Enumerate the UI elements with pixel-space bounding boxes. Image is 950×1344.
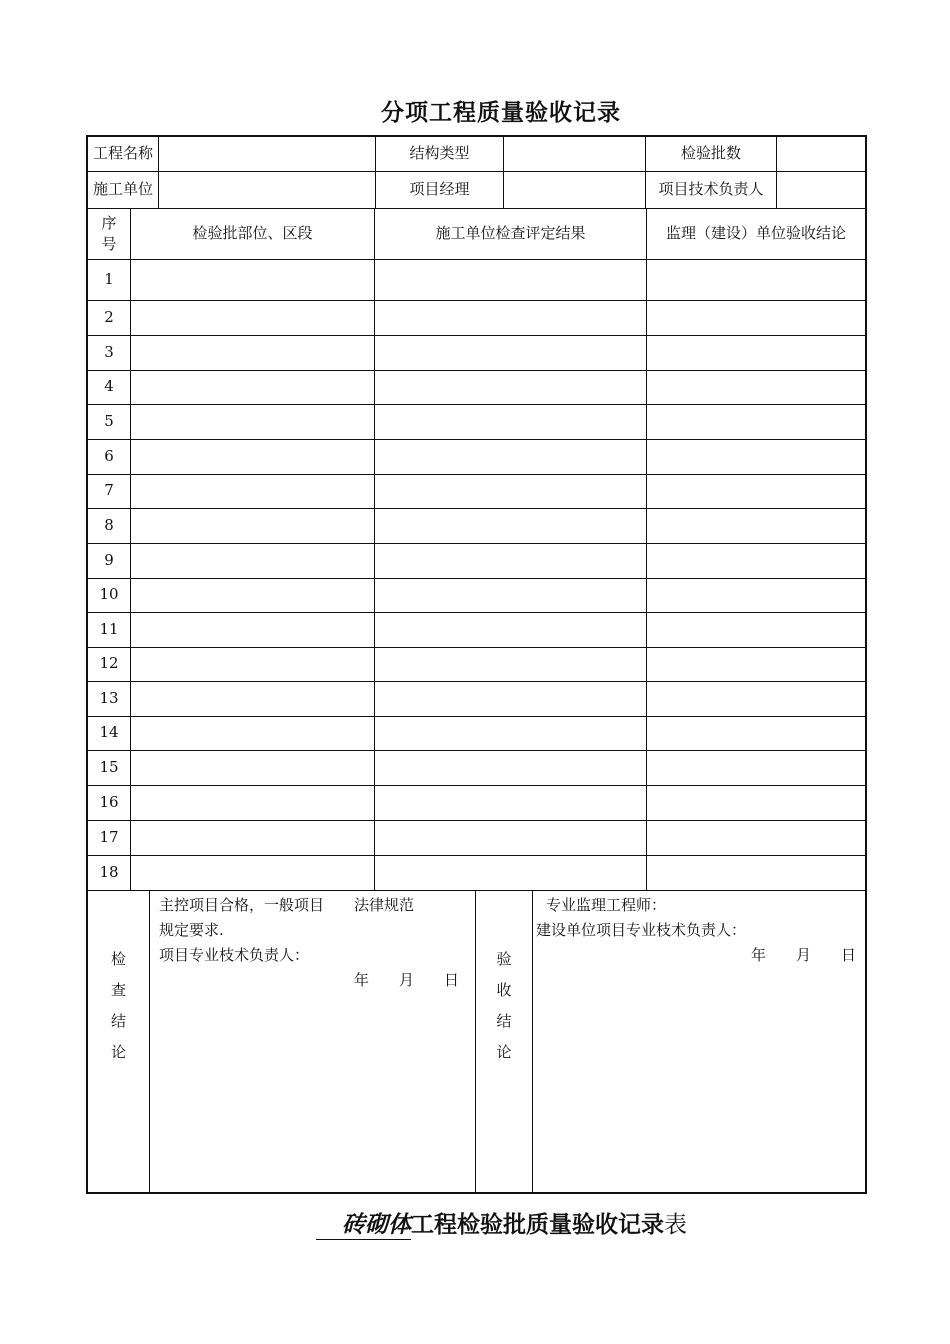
row-number: 11 [99,619,119,638]
supervisor-conclusion-field[interactable] [647,820,865,855]
info-label: 项目经理 [409,179,470,198]
seq-header-char: 序 [101,213,117,232]
row-number: 16 [99,792,119,811]
supervisor-conclusion-field[interactable] [647,785,865,820]
label-char: 验 [496,950,512,968]
supervisor-conclusion-field[interactable] [647,404,865,439]
contractor-result-field[interactable] [375,578,646,612]
supervisor-conclusion-field[interactable] [647,647,865,681]
acceptance-form [86,135,867,1194]
supervisor-conclusion-field[interactable] [647,474,865,508]
location-field[interactable] [131,439,374,474]
contractor-result-field[interactable] [375,820,646,855]
check-conclusion-text[interactable] [159,893,459,993]
info-value-field[interactable] [159,137,375,171]
acceptance-conclusion-text[interactable] [536,893,856,968]
row-number: 5 [104,411,114,430]
supervisor-signature: 专业监理工程师： [546,896,667,914]
row-number: 12 [99,654,119,673]
contractor-result-field[interactable] [375,259,646,300]
contractor-result-field[interactable] [375,855,646,890]
acceptance-date: 年 月 日 [750,946,856,964]
contractor-result-field[interactable] [375,543,646,578]
supervisor-conclusion-field[interactable] [647,439,865,474]
contractor-result-field[interactable] [375,404,646,439]
bottom-title [316,1206,687,1240]
row-number: 1 [104,269,114,288]
supervisor-conclusion-field[interactable] [647,508,865,543]
info-value-field[interactable] [777,171,865,208]
row-number: 2 [104,307,114,326]
contractor-result-field[interactable] [375,439,646,474]
contractor-result-field[interactable] [375,370,646,404]
location-field[interactable] [131,543,374,578]
row-number: 10 [99,585,119,604]
location-field[interactable] [131,259,374,300]
column-header-seq [88,208,130,259]
info-label: 工程名称 [92,144,153,163]
location-field[interactable] [131,681,374,716]
location-field[interactable] [131,750,374,785]
info-value-field[interactable] [777,137,865,171]
info-label: 施工单位 [92,179,153,198]
contractor-result-field[interactable] [375,647,646,681]
column-header-contractor-result: 施工单位检查评定结果 [435,223,586,242]
label-char: 论 [496,1043,512,1061]
supervisor-conclusion-field[interactable] [647,681,865,716]
contractor-result-field[interactable] [375,785,646,820]
location-field[interactable] [131,785,374,820]
row-number: 18 [99,862,119,881]
page-title: 分项工程质量验收记录 [381,99,621,126]
owner-tech-lead-signature: 建设单位项目专业枝术负责人： [536,921,747,939]
label-char: 查 [110,981,126,999]
row-number: 8 [104,515,114,534]
row-number: 4 [104,377,114,396]
location-field[interactable] [131,647,374,681]
contractor-result-field[interactable] [375,300,646,335]
location-field[interactable] [131,508,374,543]
label-char: 结 [496,1012,512,1030]
label-char: 结 [110,1012,126,1030]
location-field[interactable] [131,474,374,508]
contractor-result-field[interactable] [375,681,646,716]
contractor-result-field[interactable] [375,335,646,370]
info-value-field[interactable] [504,137,645,171]
supervisor-conclusion-field[interactable] [647,259,865,300]
technical-lead-signature: 项目专业枝术负责人： [159,946,310,964]
contractor-result-field[interactable] [375,716,646,750]
check-statement: 规定要求. [159,921,224,939]
column-header-supervisor-conclusion: 监理（建设）单位验收结论 [665,223,846,242]
location-field[interactable] [131,404,374,439]
column-header-location: 检验批部位、区段 [192,223,313,242]
contractor-result-field[interactable] [375,612,646,647]
supervisor-conclusion-field[interactable] [647,578,865,612]
location-field[interactable] [131,612,374,647]
label-char: 收 [496,981,512,999]
row-number: 15 [99,757,119,776]
location-field[interactable] [131,578,374,612]
label-char: 论 [110,1043,126,1061]
bottom-title-fill[interactable]: 砖砌体 [316,1206,411,1240]
contractor-result-field[interactable] [375,508,646,543]
check-statement: 主控项目合格，一般项目 法律规范 [159,896,415,914]
location-field[interactable] [131,820,374,855]
supervisor-conclusion-field[interactable] [647,612,865,647]
label-char: 检 [110,950,126,968]
location-field[interactable] [131,335,374,370]
row-number: 3 [104,342,114,361]
contractor-result-field[interactable] [375,750,646,785]
contractor-result-field[interactable] [375,474,646,508]
info-value-field[interactable] [504,171,645,208]
bottom-title-main: 工程检验批质量验收记录 [411,1211,664,1238]
row-number: 6 [104,446,114,465]
col-divider [149,890,150,1192]
acceptance-conclusion-label [476,890,532,1122]
location-field[interactable] [131,370,374,404]
info-label: 结构类型 [409,144,470,163]
seq-header-char: 号 [101,234,117,253]
check-conclusion-label [88,890,149,1122]
info-label: 检验批数 [680,144,741,163]
row-number: 17 [99,827,119,846]
supervisor-conclusion-field[interactable] [647,300,865,335]
location-field[interactable] [131,300,374,335]
row-number: 7 [104,481,114,500]
location-field[interactable] [131,855,374,890]
check-date: 年 月 日 [353,971,459,989]
location-field[interactable] [131,716,374,750]
info-label: 项目技术负责人 [658,179,764,198]
supervisor-conclusion-field[interactable] [647,855,865,890]
row-number: 13 [99,688,119,707]
row-number: 9 [104,550,114,569]
supervisor-conclusion-field[interactable] [647,716,865,750]
col-divider [532,890,533,1192]
info-value-field[interactable] [159,171,375,208]
bottom-title-tail: 表 [664,1212,687,1238]
supervisor-conclusion-field[interactable] [647,750,865,785]
supervisor-conclusion-field[interactable] [647,370,865,404]
supervisor-conclusion-field[interactable] [647,543,865,578]
supervisor-conclusion-field[interactable] [647,335,865,370]
row-number: 14 [99,723,119,742]
